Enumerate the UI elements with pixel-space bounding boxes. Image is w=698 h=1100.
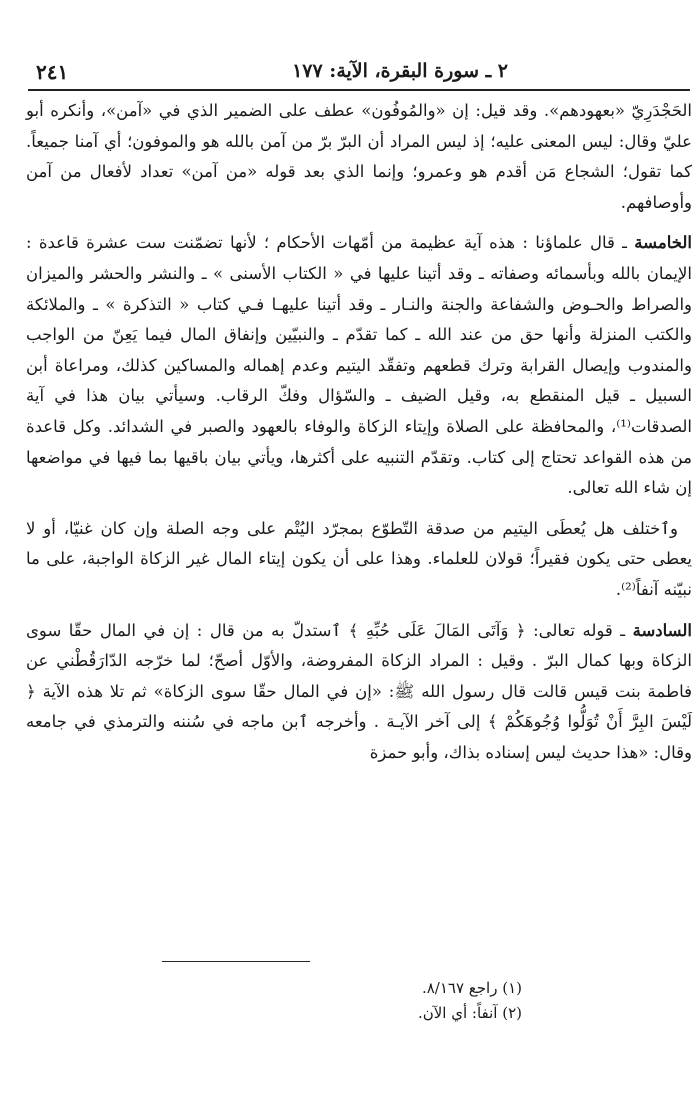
paragraph-3-text: وٱختلف هل يُعطَى اليتيم من صدقة التّطوّع بمجرّد اليُتْم على وجه الصلة وإن كان غنيّا، أو لا يعطى حتى يكون فقيراً؛ قولان للعلماء. وهذا على أن يكون إيتاء المال غير الزكاة الواجبة، على ما نبيّنه آنفاً⁽²⁾. [26,518,692,599]
paragraph-1 [26,96,692,218]
page-body [26,96,692,768]
paragraph-2-text: ـ قال علماؤنا : هذه آية عظيمة من أمّهات الأحكام ؛ لأنها تضمّنت ست عشرة قاعدة : الإيمان بالله وبأسمائه وصفاته ـ وقد أتينا عليها في « الكتاب الأسنى » ـ والنشر والحشر والميزان والصراط والحـوض والشفاعة والجنة والنـار ـ وقد أتينا عليهـا فـي كتاب « التذكرة » ـ والملائكة والكتب المنزلة وأنها حق من عند الله ـ كما تقدّم ـ والنبيّين وإنفاق المال فيما يَعِنّ من الواجب والمندوب وإيصال القرابة وترك قطعهم وتفقّد اليتيم وعدم إهماله والمساكين كذلك، ومراعاة أبن السبيل ـ قيل المنقطع به، وقيل الضيف ـ والسّؤال وفكّ الرقاب. وسيأتي بيان هذا في آية الصدقات⁽¹⁾، والمحافظة على الصلاة وإيتاء الزكاة والوفاء بالعهود والصبر في الشدائد. وكل قاعدة من هذه القواعد تحتاج إلى كتاب. وتقدّم التنبيه على أكثرها، ويأتي بيان باقيها بما فيها في مواضعها إن شاء الله تعالى. [26,233,692,498]
footnote-rule [162,961,310,962]
paragraph-4-lead: السادسة [632,620,692,640]
page-number: ٢٤١ [36,60,69,84]
paragraph-3 [26,514,692,606]
paragraph-4-text: ـ قوله تعالى: ﴿ وَآتَى المَالَ عَلَى حُبِّهِ ﴾ ٱستدلّ به من قال : إن في المال حقّا سوى الزكاة وبها كمال البرّ . وقيل : المراد الزكاة المفروضة، والأوّل أصحّ؛ لما خرّجه الدّارَقُطْني عن فاطمة بنت قيس قالت قال رسول الله ﷺ: «إن في المال حقّا سوى الزكاة» ثم تلا هذه الآية ﴿ لَيْسَ البِرَّ أَنْ تُوَلُّوا وُجُوهَكُمْ ﴾ إلى آخر الآيـة . وأخرجه ٱبن ماجه في سُننه والترمذي في جامعه وقال: «هذا حديث ليس إسناده بذاك، وأبو حمزة [26,620,692,762]
running-head-title: ٢ ـ سورة البقرة، الآية: ١٧٧ [292,60,508,82]
footnote-1: (١) راجع ٨/١٦٧. [421,979,522,997]
paragraph-1-text: الحَجْدَرِيّ «بعهودهم». وقد قيل: إن «والمُوفُون» عطف على الضمير الذي في «آمن»، وأنكره أبو عليّ وقال: ليس المعنى عليه؛ إذ ليس المراد أن البرّ برّ من آمن بالله هو والموفون؛ أي آمنا جميعاً. كما تقول؛ الشجاع مَن أقدم هو وعمرو؛ وإنما الذي بعد قوله «من آمن» تعداد لأفعال من آمن وأوصافهم. [26,101,692,212]
paragraph-2-lead: الخامسة [634,233,692,253]
running-head [28,60,688,86]
paragraph-2 [26,228,692,503]
paragraph-4 [26,616,692,769]
header-rule [28,89,690,91]
footnotes [182,976,522,1026]
footnote-2: (٢) آنفاً: أي الآن. [417,1004,522,1022]
